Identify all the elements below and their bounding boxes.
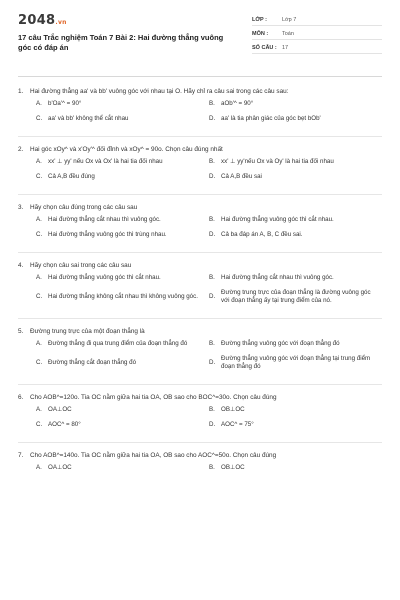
option-text: Cả A,B đều đúng: [48, 173, 95, 180]
answer-options: [18, 274, 382, 312]
answer-option[interactable]: [209, 115, 382, 123]
logo-suffix: .vn: [55, 19, 67, 26]
answer-option[interactable]: [209, 158, 382, 166]
answer-option[interactable]: [36, 173, 209, 181]
option-letter: B.: [209, 340, 215, 347]
question: [18, 261, 382, 312]
question-text: Cho AOB^=140o. Tia OC nằm giữa hai tia OA, OB sao cho AOC^=50o. Chọn câu đúng: [30, 452, 277, 459]
option-letter: A.: [36, 464, 42, 471]
answer-option[interactable]: [209, 274, 382, 282]
answer-option[interactable]: [36, 274, 209, 282]
option-letter: A.: [36, 100, 42, 107]
question-line: [18, 87, 382, 96]
option-letter: C.: [36, 421, 43, 428]
meta-label: LỚP :: [252, 17, 267, 23]
site-logo[interactable]: [18, 13, 233, 28]
option-letter: A.: [36, 158, 42, 165]
question-number: 7.: [18, 452, 24, 459]
question-divider: [18, 194, 382, 195]
option-text: Đường thẳng vuông góc với đoạn thẳng tại trung điểm đoạn thẳng đó: [221, 355, 371, 370]
option-text: xx' ⊥ yy'nếu Ox và Oy' là hai tia đối nhau: [221, 158, 334, 165]
option-letter: B.: [209, 158, 215, 165]
question: [18, 393, 382, 436]
answer-options: [18, 406, 382, 436]
option-letter: C.: [36, 173, 43, 180]
question-divider: [18, 442, 382, 443]
question-divider: [18, 252, 382, 253]
question-divider: [18, 136, 382, 137]
answer-option[interactable]: [36, 231, 209, 239]
option-text: Hai đường thẳng cắt nhau thì vuông góc.: [48, 216, 161, 223]
option-letter: A.: [36, 216, 42, 223]
question-divider: [18, 384, 382, 385]
answer-option[interactable]: [209, 216, 382, 224]
option-letter: B.: [209, 100, 215, 107]
question-number: 6.: [18, 394, 24, 401]
option-letter: B.: [209, 216, 215, 223]
meta-label: SỐ CÂU :: [252, 45, 277, 51]
question: [18, 87, 382, 130]
question: [18, 203, 382, 246]
option-letter: B.: [209, 464, 215, 471]
question: [18, 451, 382, 479]
answer-option[interactable]: [36, 158, 209, 166]
brand-block: [18, 10, 233, 70]
answer-options: [18, 464, 382, 479]
header-divider: [18, 76, 382, 77]
answer-option[interactable]: [209, 340, 382, 348]
option-text: Hai đường thẳng vuông góc thì trùng nhau.: [48, 231, 167, 238]
answer-option[interactable]: [36, 100, 209, 108]
question: [18, 327, 382, 378]
meta-value: 17: [282, 45, 289, 51]
question-divider: [18, 318, 382, 319]
question-text: Hai đường thẳng aa' và bb' vuông góc với nhau tại O. Hãy chỉ ra câu sai trong các câu sau:: [30, 88, 289, 95]
option-text: aOb'^ = 90°: [221, 100, 254, 107]
answer-options: [18, 340, 382, 378]
answer-options: [18, 100, 382, 130]
question-line: [18, 393, 382, 402]
question-line: [18, 451, 382, 460]
answer-option[interactable]: [36, 115, 209, 123]
question-line: [18, 203, 382, 212]
document-meta: [252, 15, 382, 70]
question-text: Hãy chọn câu đúng trong các câu sau: [30, 204, 138, 211]
question-line: [18, 145, 382, 154]
option-text: AOC^ = 80°: [48, 421, 81, 428]
answer-option[interactable]: [209, 421, 382, 429]
option-text: Đường thẳng vuông góc với đoạn thẳng đó: [221, 340, 340, 347]
option-text: Đường thẳng cắt đoạn thẳng đó: [48, 359, 137, 366]
question-line: [18, 327, 382, 336]
option-text: Cả A,B đều sai: [221, 173, 262, 180]
answer-option[interactable]: [36, 406, 209, 414]
option-text: Cả ba đáp án A, B, C đều sai.: [221, 231, 303, 238]
option-text: Hai đường thẳng không cắt nhau thì không vuông góc.: [48, 293, 198, 300]
answer-option[interactable]: [209, 464, 382, 472]
answer-option[interactable]: [209, 289, 382, 305]
option-letter: C.: [36, 359, 43, 366]
option-text: xx' ⊥ yy' nếu Ox và Ox' là hai tia đối nhau: [48, 158, 163, 165]
option-text: OA⊥OC: [48, 464, 72, 471]
option-text: Hai đường thẳng cắt nhau thì vuông góc.: [221, 274, 334, 281]
option-letter: D.: [209, 421, 216, 428]
option-text: Hai đường thẳng vuông góc thì cắt nhau.: [221, 216, 334, 223]
question-number: 4.: [18, 262, 24, 269]
answer-option[interactable]: [209, 100, 382, 108]
answer-option[interactable]: [209, 173, 382, 181]
option-text: Đường thẳng đi qua trung điểm của đoạn thẳng đó: [48, 340, 188, 347]
option-text: OB⊥OC: [221, 464, 245, 471]
logo-main: 2048: [18, 13, 56, 28]
question-number: 3.: [18, 204, 24, 211]
meta-value: Toán: [282, 31, 294, 37]
question-text: Hai góc xOy^ và x'Oy'^ đối đỉnh và xOy^ = 90o. Chọn câu đúng nhất: [30, 146, 223, 153]
answer-option[interactable]: [209, 406, 382, 414]
question-text: Cho AOB^=120o. Tia OC nằm giữa hai tia OA, OB sao cho BOC^=30o. Chọn câu đúng: [30, 394, 277, 401]
question-number: 5.: [18, 328, 24, 335]
option-letter: A.: [36, 340, 42, 347]
option-text: aa' và bb' không thể cắt nhau: [48, 115, 129, 122]
option-letter: D.: [209, 115, 216, 122]
question-line: [18, 261, 382, 270]
answer-option[interactable]: [36, 340, 209, 348]
option-letter: A.: [36, 406, 42, 413]
option-text: AOC^ = 75°: [221, 421, 254, 428]
option-letter: A.: [36, 274, 42, 281]
option-text: b'Oa'^ = 90°: [48, 100, 82, 107]
meta-value: Lớp 7: [282, 17, 297, 23]
option-text: Hai đường thẳng vuông góc thì cắt nhau.: [48, 274, 161, 281]
option-letter: D.: [209, 173, 216, 180]
option-letter: D.: [209, 231, 216, 238]
document-title: 17 câu Trắc nghiệm Toán 7 Bài 2: Hai đường thẳng vuông góc có đáp án: [18, 33, 224, 52]
option-letter: B.: [209, 406, 215, 413]
answer-options: [18, 216, 382, 246]
answer-option[interactable]: [36, 355, 209, 371]
answer-option[interactable]: [36, 216, 209, 224]
question-text: Đường trung trực của một đoạn thẳng là: [30, 328, 145, 335]
option-letter: C.: [36, 293, 43, 300]
meta-row: [252, 29, 382, 40]
answer-option[interactable]: [36, 289, 209, 305]
option-text: Đường trung trực của đoạn thẳng là đường vuông góc với đoạn thẳng ấy tại trung điểm của nó.: [221, 289, 371, 304]
question-text: Hãy chọn câu sai trong các câu sau: [30, 262, 132, 269]
answer-option[interactable]: [209, 355, 382, 371]
option-letter: D.: [209, 293, 216, 300]
option-text: OA⊥OC: [48, 406, 72, 413]
answer-option[interactable]: [36, 421, 209, 429]
meta-label: MÔN :: [252, 31, 269, 37]
document-header: [18, 10, 382, 70]
option-letter: D.: [209, 359, 216, 366]
option-letter: C.: [36, 115, 43, 122]
option-letter: C.: [36, 231, 43, 238]
question-number: 2.: [18, 146, 24, 153]
question: [18, 145, 382, 188]
meta-row: [252, 43, 382, 54]
answer-option[interactable]: [36, 464, 209, 472]
answer-options: [18, 158, 382, 188]
question-number: 1.: [18, 88, 24, 95]
option-text: OB⊥OC: [221, 406, 245, 413]
meta-row: [252, 15, 382, 26]
option-letter: B.: [209, 274, 215, 281]
answer-option[interactable]: [209, 231, 382, 239]
option-text: aa' là tia phân giác của góc bẹt bOb': [221, 115, 321, 122]
question-list: [18, 87, 382, 479]
